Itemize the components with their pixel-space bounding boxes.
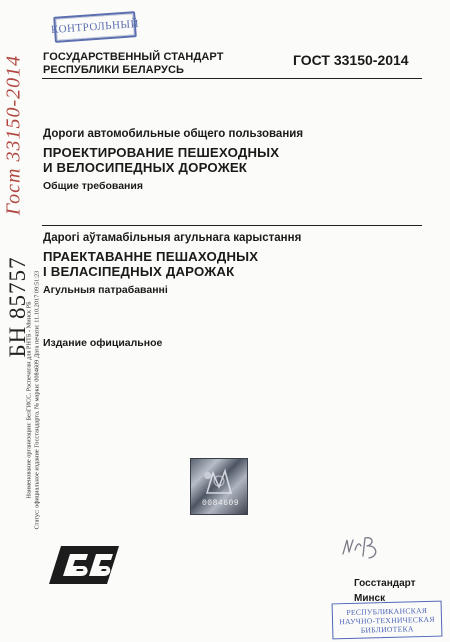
by-title-line-2: І ВЕЛАСІПЕДНЫХ ДАРОЖАК (43, 264, 235, 279)
issuer-line-2: РЕСПУБЛИКИ БЕЛАРУСЬ (43, 64, 184, 76)
ru-title-line-2: И ВЕЛОСИПЕДНЫХ ДОРОЖЕК (43, 160, 248, 175)
handwritten-initials-mark (339, 532, 385, 562)
hologram-emblem-icon (203, 467, 235, 497)
hologram-number: 0084609 (202, 499, 240, 508)
library-stamp-line-2: НАУЧНО-ТЕХНИЧЕСКАЯ (339, 614, 435, 626)
section-divider (42, 225, 422, 226)
ru-title-line-1: ПРОЕКТИРОВАНИЕ ПЕШЕХОДНЫХ (43, 145, 280, 160)
library-stamp (332, 601, 443, 640)
hologram-sticker (190, 458, 248, 515)
library-stamp-line-3: БИБЛИОТЕКА (360, 623, 414, 635)
print-info-line-2: Статус: официальное издание Госстандарта. № марки: 0084609 Дата печати: 11.10.2017 09:51:23 (33, 270, 41, 530)
ru-subtitle: Дороги автомобильные общего пользования (43, 128, 304, 140)
control-stamp (50, 11, 140, 43)
edition-label: Издание официальное (43, 337, 163, 349)
by-subtitle: Дарогі аўтамабільныя агульнага карыстання (43, 232, 302, 244)
ru-tagline: Общие требования (43, 180, 143, 192)
print-info (24, 200, 40, 600)
by-title (43, 249, 258, 279)
publisher-name: Госстандарт (354, 578, 416, 589)
by-tagline: Агульныя патрабаванні (43, 284, 168, 296)
standard-code: ГОСТ 33150-2014 (293, 52, 409, 68)
gosstandart-logo (43, 544, 121, 586)
issuer-line-1: ГОСУДАРСТВЕННЫЙ СТАНДАРТ (43, 51, 224, 63)
print-info-line-1: Наименование организации: БелГИСС. Распечатан для РНТБ - Минск РБ (25, 301, 33, 499)
standard-issuer (43, 51, 224, 77)
handwritten-margin-note (4, 30, 24, 245)
publisher-city: Минск (354, 593, 386, 604)
header-divider (42, 78, 422, 79)
ru-title (43, 145, 279, 175)
inventory-number-text: БН 85757 (5, 256, 30, 358)
handwritten-text: Гост 33150-2014 (2, 54, 25, 216)
library-stamp-line-1: РЕСПУБЛИКАНСКАЯ (346, 605, 428, 617)
by-title-line-1: ПРАЕКТАВАННЕ ПЕШАХОДНЫХ (43, 249, 259, 264)
control-stamp-text: КОНТРОЛЬНЫЙ (50, 17, 140, 37)
